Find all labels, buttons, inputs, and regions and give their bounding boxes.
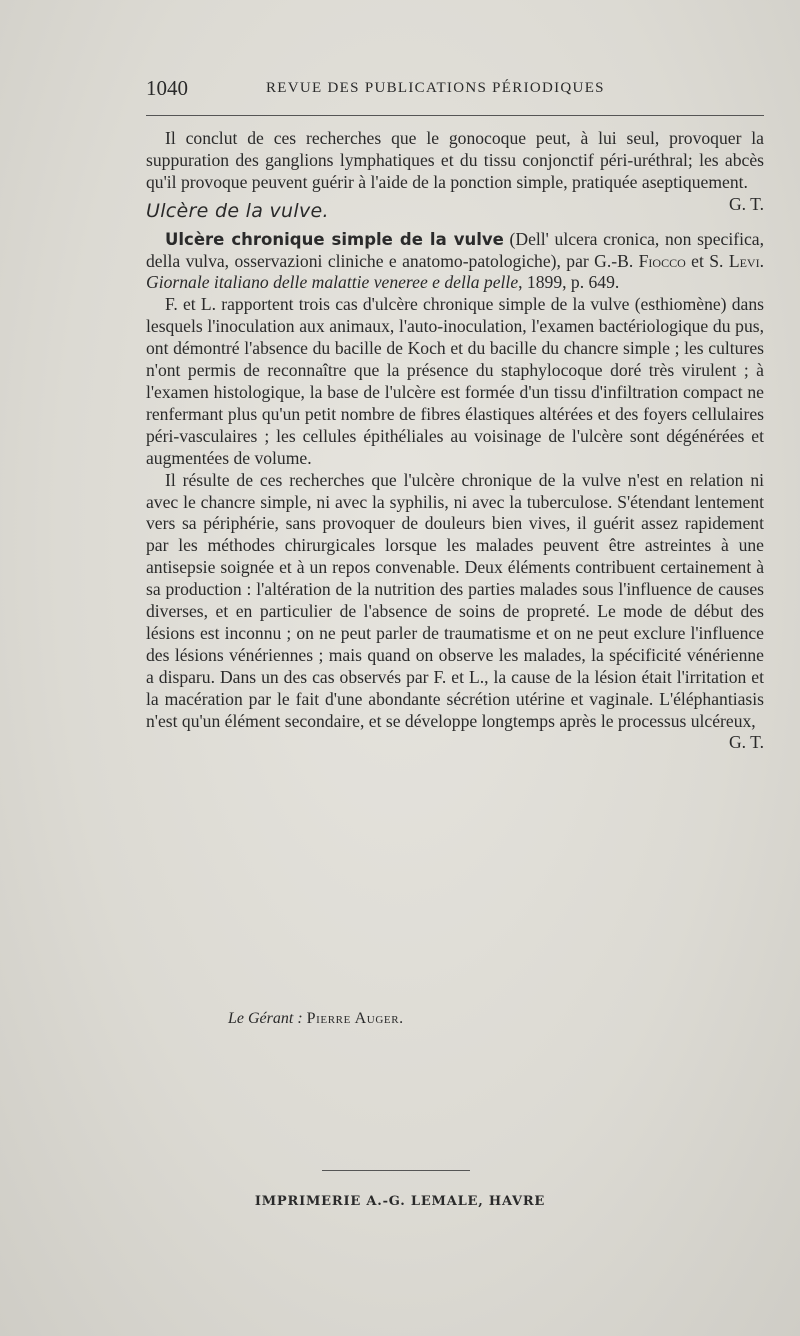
citation-part-4: , 1899, p. 649.	[518, 272, 620, 293]
citation-part-2: et S.	[685, 250, 729, 271]
gerant-line	[228, 1010, 404, 1028]
paragraph-cases: F. et L. rapportent trois cas d'ulcère chronique simple de la vulve (esthiomène) dans lesquels l'inoculation aux animaux, l'auto-inoculation, l'examen bactériologique du pus, ont démontré l'absence du bacille de Koch et du bacille du chancre simple ; les cultures n'ont permis de reconnaître que la présence du staphylocoque doré très virulent ; à l'examen histologique, la base de l'ulcère est formée d'un tissu d'infiltration compact ne renfermant plus qu'un petit nombre de fibres élastiques altérées et des foyers cellulaires péri-vasculaires ; les cellules épithéliales au voisinage de l'ulcère sont dégénérées et augmentées de volume.	[146, 294, 764, 468]
footer-rule	[322, 1170, 470, 1171]
section-heading: Ulcère de la vulve.	[146, 199, 329, 222]
page-number: 1040	[146, 76, 188, 100]
article-citation	[146, 229, 764, 295]
paragraph-conclusion	[146, 469, 764, 753]
article-title: Ulcère chronique simple de la vulve	[165, 229, 504, 249]
citation-part-1: (Dell' ulcera cronica, non specifica, della vulva, osservazioni cliniche e anatomo-patologiche), par G.-B.	[146, 228, 764, 271]
author-levi: Levi	[728, 250, 760, 271]
running-head: REVUE DES PUBLICATIONS PÉRIODIQUES	[266, 80, 605, 96]
intro-signature: G. T.	[728, 193, 764, 214]
page-header	[146, 76, 764, 104]
citation-part-3: .	[759, 250, 764, 271]
gerant-name: Pierre Auger.	[306, 1010, 404, 1027]
conclusion-text: Il résulte de ces recherches que l'ulcère chronique de la vulve n'est en relation ni avec le chancre simple, ni avec la syphilis, ni avec la tuberculose. S'étendant lentement vers sa périphérie, sans provoquer de douleurs bien vives, il guérit assez rapidement par les méthodes chirurgicales lorsque les malades peuvent être astreintes à une antisepsie soignée et à un repos convenable. Deux éléments contribuent certainement à sa production : l'altération de la nutrition des parties malades sous l'influence de causes diverses, et en particulier de l'absence de soins de propreté. Le mode de début des lésions est inconnu ; on ne peut parler de traumatisme et on ne peut exclure l'influence des lésions vénériennes ; mais quand on observe les malades, la spécificité vénérienne a disparu. Dans un des cas observés par F. et L., la cause de la lésion était l'irritation et la macération par le fait d'une abondante sécrétion utérine et vaginale. L'éléphantiasis n'est qu'un élément secondaire, et se développe longtemps après le processus ulcéreux,	[146, 469, 764, 731]
intro-text: Il conclut de ces recherches que le gonocoque peut, à lui seul, provoquer la suppuration des ganglions lymphatiques et du tissu conjonctif péri-uréthral; les abcès qu'il provoque peuvent guérir à l'aide de la ponction simple, pratiquée aseptiquement.	[146, 128, 764, 192]
body-text	[146, 128, 764, 754]
header-rule	[146, 115, 764, 116]
printer-imprint: IMPRIMERIE A.-G. LEMALE, HAVRE	[254, 1194, 546, 1209]
author-fiocco: Fiocco	[638, 250, 686, 271]
journal-name: Giornale italiano delle malattie veneree e della pelle	[146, 272, 519, 293]
conclusion-signature: G. T.	[728, 732, 764, 753]
gerant-label: Le Gérant :	[228, 1010, 303, 1027]
